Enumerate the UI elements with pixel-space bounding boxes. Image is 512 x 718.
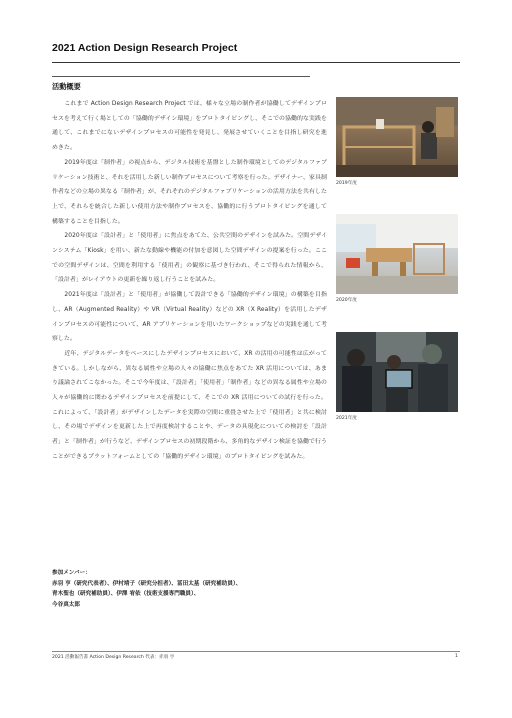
- photo-caption: 2021年度: [336, 416, 357, 421]
- footer-text: 2021 活動報告書 Action Design Research 代表：赤羽 亨: [52, 655, 175, 660]
- section-rule: [52, 76, 310, 77]
- workshop-photo: [336, 97, 458, 177]
- paragraph: 2021年度は「設計者」と「使用者」が協働して設計できる「協働的デザイン環境」の構築を目指し、AR（Augmented Reality）や VR（Virtual Reality）などの XR（X Reality）を活用したデザインプロセスの可能性について、AR アプリケーションを用いたワークショップなどの実践を通して考察した。: [52, 292, 327, 343]
- body-text: [52, 97, 327, 465]
- paragraph: 2020年度は「設計者」と「使用者」に焦点をあてた、公共空間のデザインを試みた。空間デザインシステム「Kiosk」を用い、新たな動線や機能の付加を意図した空間デザインの提案を行った。ここでの空間デザインは、空間を利用する「使用者」の観察に基づき行われ、そこで得られた情報から、「設計者」がレイアウトの更新を繰り返し行うことを試みた。: [52, 233, 327, 284]
- members-block: [52, 568, 327, 610]
- photo-caption: 2020年度: [336, 298, 357, 303]
- photo-caption: 2019年度: [336, 181, 357, 186]
- members-line: 今谷真太郎: [52, 601, 80, 608]
- members-line: 青木聖也（研究補助員）、伊澤 宥依（技術支援専門職員）、: [52, 591, 200, 597]
- paragraph: これまで Action Design Research Project では、様々な立場の制作者が協働してデザインプロセスを考えて行く場としての「協働的デザイン環境」をプロトタイピングし、そこでの協働的な実践を通して、これまでにないデザインプロセスの可能性を発見し、発展させていくことを目指し研究を進めきた。: [52, 101, 327, 152]
- header-rule: [52, 62, 460, 63]
- paragraph: 2019年度は「制作者」の視点から、デジタル技術を基盤とした制作環境としてのデジタルファブリケーション技術と、それを活用した新しい制作プロセスについて考察を行った。デザイナー、家具制作者などの立場の異なる「制作者」が、それぞれのデジタルファブリケーションの活用方法を共有した上で、それらを統合した新しい使用方法や制作プロセスを、協働的に行うプロトタイピングを通して構築することを目指した。: [52, 159, 327, 225]
- section-heading: 活動概要: [52, 82, 81, 91]
- page-title: 2021 Action Design Research Project: [52, 42, 238, 54]
- paragraph: 近年、デジタルデータをベースにしたデザインプロセスにおいて、XR の活用の可能性は広がってきている。しかしながら、異なる属性や立場の人々の協働に焦点をあてた XR 活用については、あまり議論されてこなかった。そこで今年度は、「設計者」「使用者」「制作者」などの異なる属性や立場の人々が協働的に関わるデザインプロセスを前提にして、そこでの XR 活用についての試行を行った。これによって、「設計者」がデザインしたデータを実際の空間に重畳させた上で「使用者」と共に検討し、その場でデザインを更新した上で再度検討することや、データの具現化についての検討を「設計者」と「制作者」が行うなど、デザインプロセスの初期段階から、多角的なデザイン検証を協働で行うことができるプラットフォームとしての「協働的デザイン環境」のプロトタイピングを試みた。: [52, 350, 327, 460]
- page-number: 1: [455, 654, 458, 659]
- kiosk-space-photo: [336, 214, 458, 294]
- members-line: 赤羽 亨（研究代表者）、伊村靖子（研究分担者）、冨田太基（研究補助員）、: [52, 580, 242, 587]
- footer-rule: [52, 651, 460, 652]
- members-heading: 参加メンバー：: [52, 570, 91, 576]
- ar-workshop-photo: [336, 332, 458, 412]
